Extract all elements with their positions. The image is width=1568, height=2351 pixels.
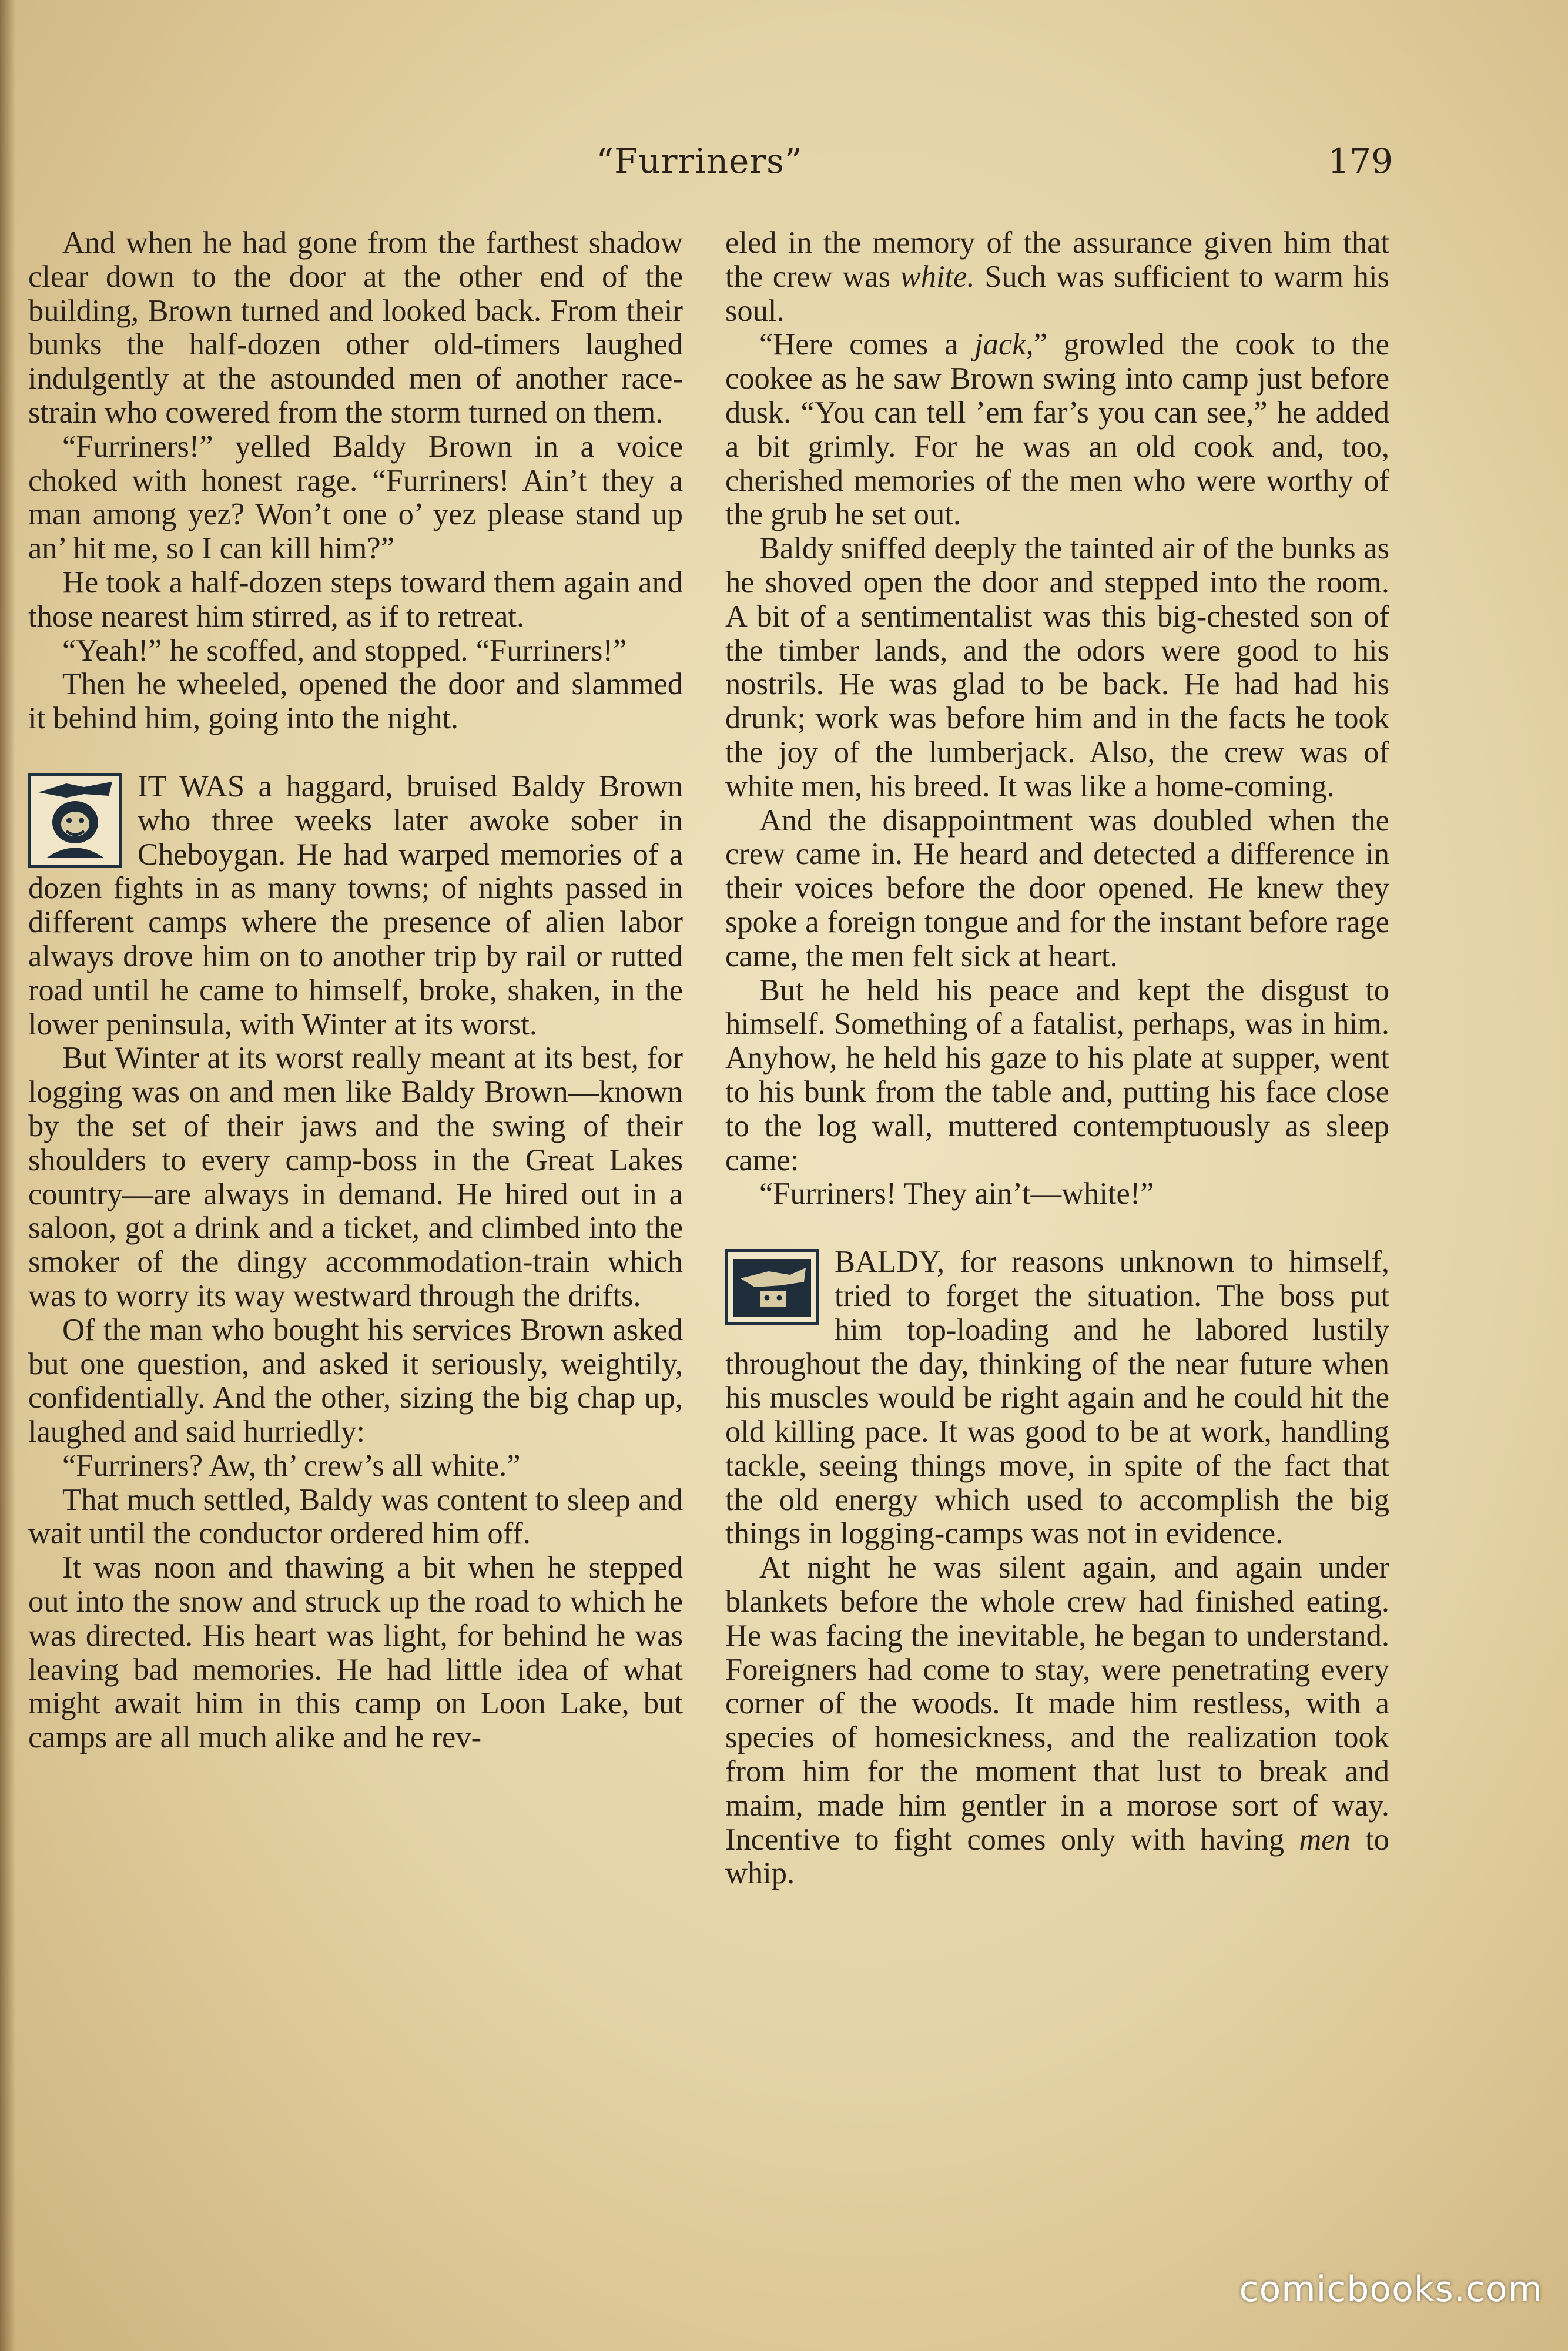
paragraph (725, 328, 1389, 532)
italic-text: jack, (974, 327, 1034, 362)
text-run: ” growled the cook to the cookee as he saw Brown swing into camp just before dusk. “You can tell ’em far’s you can see,” he added a bit grimly. For he was an old cook and, too, cherished memories of the men who were worthy of the grub he set out. (725, 327, 1389, 532)
paragraph: And the disappointment was doubled when the crew came in. He heard and detected a difference in their voices before the door opened. He knew they spoke a foreign tongue and for the instant before rage came, the men felt sick at heart. (725, 803, 1389, 973)
paragraph: He took a half-dozen steps toward them again and those nearest him stirred, as if to retreat. (28, 565, 683, 634)
lumberjack-ornament-icon (28, 773, 122, 868)
italic-text: men (1299, 1822, 1351, 1857)
paragraph: Then he wheeled, opened the door and slammed it behind him, going into the night. (28, 667, 683, 736)
paragraph: It was noon and thawing a bit when he stepped out into the snow and struck up the road to which he was directed. His heart was light, for behind he was leaving bad memories. He had little idea of what might await him in this camp on Loon Lake, but camps are all much alike and he rev- (28, 1550, 683, 1755)
right-text-column (725, 226, 1389, 1891)
running-title: “Furriners” (596, 141, 803, 181)
page-shadow-edge (0, 0, 15, 2351)
paragraph: And when he had gone from the farthest shadow clear down to the door at the other end of the building, Brown turned and looked back. From their bunks the half-dozen other old-timers laughed indulgently at the astounded men of another race-strain who cowered from the storm turned on them. (28, 226, 683, 430)
paragraph: But he held his peace and kept the disgust to himself. Something of a fatalist, perhaps, was in him. Anyhow, he held his gaze to his plate at supper, went to his bunk from the table and, putting his face close to the log wall, muttered contemptuously as sleep came: (725, 973, 1389, 1177)
text-run: “Here comes a (759, 327, 975, 362)
site-watermark: comicbooks.com (1239, 2269, 1543, 2310)
paragraph: “Furriners! They ain’t—white!” (759, 1177, 1154, 1211)
paragraph: “Furriners? Aw, th’ crew’s all white.” (62, 1448, 521, 1483)
page-number: 179 (1328, 141, 1393, 181)
left-text-column (28, 226, 683, 1755)
paragraph: “Furriners!” yelled Baldy Brown in a voice choked with honest rage. “Furriners! Ain’t they a man among yez? Won’t one o’ yez please stand up an’ hit me, so I can kill him?” (28, 429, 683, 566)
page-header (0, 141, 1568, 194)
italic-text: white. (900, 259, 975, 294)
paragraph: “Yeah!” he scoffed, and stopped. “Furriners!” (62, 633, 627, 668)
paragraph: That much settled, Baldy was content to sleep and wait until the conductor ordered him off. (28, 1482, 683, 1551)
paragraph (725, 1551, 1389, 1891)
text-run: eled in the memory of the assurance given him that the crew was (725, 226, 1389, 294)
paragraph-text: IT WAS a haggard, bruised Baldy Brown who three weeks later awoke sober in Cheboygan. He had warped memories of a dozen fights in as many towns; of nights passed in different camps where the presence of alien labor always drove him on to another trip by rail or rutted road until he came to himself, broke, shaken, in the lower peninsula, with Winter at its worst. (28, 769, 683, 1041)
paragraph (725, 226, 1389, 328)
logging-scene-ornament-icon (725, 1249, 819, 1325)
text-run: At night he was silent again, and again under blankets before the whole crew had finished eating. He was facing the inevitable, he began to understand. Foreigners had come to stay, were penetrating every corner of the woods. It made him restless, with a species of homesickness, and the realization took from him for the moment that lust to break and maim, made him gentler in a morose sort of way. Incentive to fight comes only with having (725, 1550, 1389, 1857)
paragraph-text: BALDY, for reasons unknown to himself, tried to forget the situation. The boss put him top-loading and he labored lustily throughout the day, thinking of the near future when his muscles would be right again and he could hit the old killing pace. It was good to be at work, handling tackle, seeing things move, in spite of the fact that the old energy which used to accomplish the big things in logging-camps was not in evidence. (725, 1245, 1389, 1551)
paragraph: But Winter at its worst really meant at its best, for logging was on and men like Baldy Brown—known by the set of their jaws and the swing of their shoulders to every camp-boss in the Great Lakes country—are always in demand. He hired out in a saloon, got a drink and a ticket, and climbed into the smoker of the dingy accommodation-train which was to worry its way westward through the drifts. (28, 1041, 683, 1313)
section-opening-paragraph (725, 1245, 1389, 1551)
paragraph: Baldy sniffed deeply the tainted air of the bunks as he shoved open the door and stepped into the room. A bit of a sentimentalist was this big-chested son of the timber lands, and the odors were good to his nostrils. He was glad to be back. He had had his drunk; work was before him and in the facts he took the joy of the lumberjack. Also, the crew was of white men, his breed. It was like a home-coming. (725, 531, 1389, 803)
paragraph: Of the man who bought his services Brown asked but one question, and asked it seriously, weightily, confidentially. And the other, sizing the big chap up, laughed and said hurriedly: (28, 1312, 683, 1449)
text-run: Such was sufficient to warm his soul. (725, 259, 1389, 328)
section-opening-paragraph (28, 770, 683, 1041)
text-run: to whip. (725, 1822, 1390, 1891)
